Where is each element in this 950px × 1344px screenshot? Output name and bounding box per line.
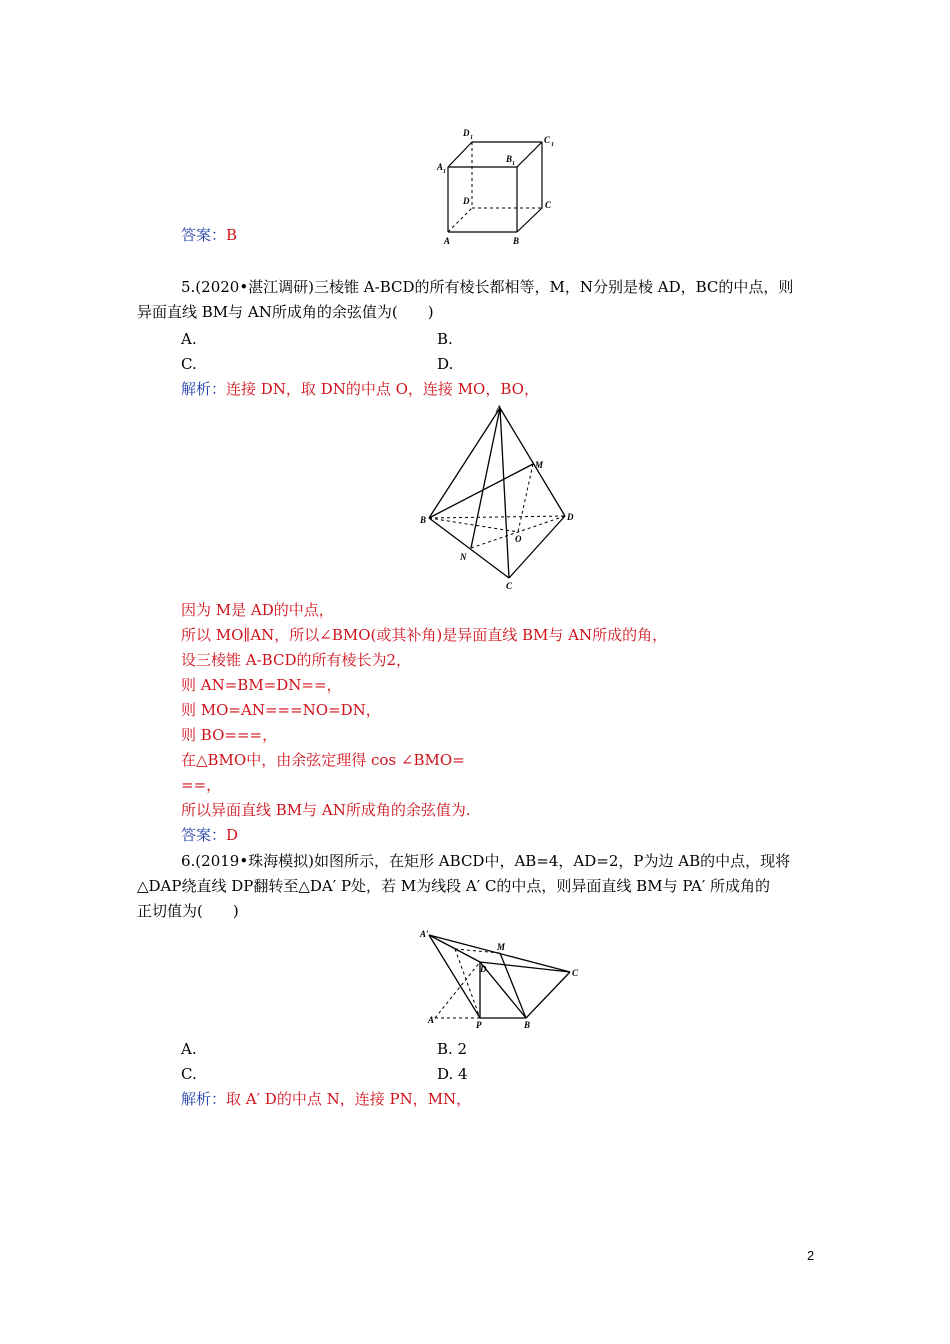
- tetrahedron-figure: [415, 402, 585, 594]
- label-C: C: [545, 200, 552, 210]
- label-C1: C: [544, 135, 551, 145]
- q5-option-c: C.: [181, 355, 197, 373]
- q6-option-c: C.: [181, 1065, 197, 1083]
- label-M: M: [535, 460, 544, 470]
- q5-answer: 答案：D: [181, 826, 239, 844]
- q6-stem-line3: 正切值为( ): [137, 902, 239, 920]
- q5-stem-line1: 5.(2020•湛江调研)三棱锥 A-BCD的所有棱长都相等，M，N分别是棱 AD，BC的中点，则: [181, 278, 794, 296]
- page-number: 2: [807, 1248, 815, 1263]
- svg-text:1: 1: [551, 142, 554, 148]
- label-D: D: [567, 512, 574, 522]
- label-A-prime: A′: [420, 929, 429, 939]
- svg-text:1: 1: [470, 135, 473, 141]
- label-N: N: [460, 552, 467, 562]
- label-B: B: [420, 515, 427, 525]
- q6-option-a: A.: [181, 1040, 197, 1058]
- label-A1: A: [437, 162, 444, 172]
- label-B1: B: [506, 154, 513, 164]
- q5-option-b: B.: [437, 330, 453, 348]
- cube-figure: [430, 124, 560, 250]
- label-C: C: [572, 968, 579, 978]
- q6-stem-line1: 6.(2019•珠海模拟)如图所示，在矩形 ABCD中，AB=4，AD=2，P为边 AB的中点，现将: [181, 852, 791, 870]
- q5-step-3: 设三棱锥 A-BCD的所有棱长为2，: [181, 651, 412, 669]
- q5-step-4: 则 AN=BM=DN==，: [181, 676, 342, 694]
- q5-step-9: 所以异面直线 BM与 AN所成角的余弦值为.: [181, 801, 471, 819]
- q5-step-7: 在△BMO中，由余弦定理得 cos ∠BMO=: [181, 751, 465, 769]
- label-A: A: [496, 404, 503, 414]
- q5-step-5: 则 MO=AN===NO=DN，: [181, 701, 381, 719]
- label-D1: D: [463, 128, 470, 138]
- label-C: C: [506, 581, 513, 591]
- label-O: O: [515, 534, 522, 544]
- q5-step-2: 所以 MO∥AN，所以∠BMO(或其补角)是异面直线 BM与 AN所成的角，: [181, 626, 668, 644]
- label-B: B: [524, 1020, 531, 1030]
- label-M: M: [497, 942, 506, 952]
- q4-answer: 答案：B: [181, 226, 238, 244]
- svg-text:1: 1: [443, 169, 446, 175]
- svg-text:1: 1: [512, 161, 515, 167]
- q5-step-1: 因为 M是 AD的中点，: [181, 601, 334, 619]
- q6-option-d: D. 4: [437, 1065, 468, 1083]
- label-P: P: [476, 1020, 482, 1030]
- label-B: B: [513, 236, 520, 246]
- label-D: D: [463, 196, 470, 206]
- fold-figure: [415, 925, 585, 1031]
- q6-stem-line2: △DAP绕直线 DP翻转至△DA′ P处，若 M为线段 A′ C的中点，则异面直线 BM与 PA′ 所成角的: [137, 877, 771, 895]
- label-A: A: [428, 1015, 435, 1025]
- q5-step-6: 则 BO===，: [181, 726, 278, 744]
- label-A: A: [444, 236, 451, 246]
- q6-option-b: B. 2: [437, 1040, 468, 1058]
- label-D: D: [480, 964, 487, 974]
- q5-analysis: 解析：连接 DN，取 DN的中点 O，连接 MO，BO，: [181, 380, 539, 398]
- q5-option-d: D.: [437, 355, 454, 373]
- q5-stem-line2: 异面直线 BM与 AN所成角的余弦值为( ): [137, 303, 434, 321]
- q6-analysis: 解析：取 A′ D的中点 N，连接 PN，MN，: [181, 1090, 472, 1108]
- q5-step-8: ==，: [181, 776, 222, 794]
- q5-option-a: A.: [181, 330, 197, 348]
